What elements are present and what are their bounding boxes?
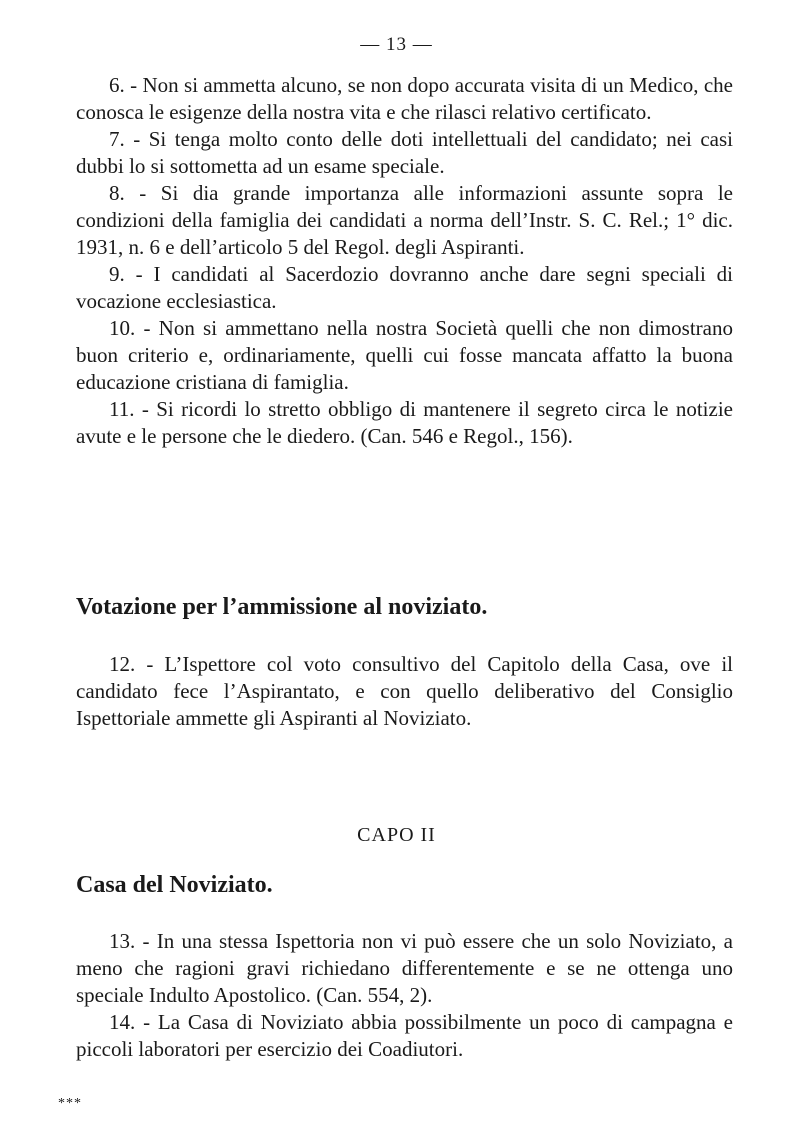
paragraph-10: 10. - Non si ammettano nella nostra Società quelli che non dimostrano buon criterio e, ordinariamente, quelli cui fosse mancata affatto la buona educazione cristiana di famiglia. bbox=[76, 316, 733, 394]
section-heading-votazione: Votazione per l’ammissione al noviziato. bbox=[76, 594, 488, 620]
paragraph-7: 7. - Si tenga molto conto delle doti intellettuali del candidato; nei casi dubbi lo si sottometta ad un esame speciale. bbox=[76, 127, 733, 178]
rules-list-admission bbox=[76, 72, 733, 450]
paragraph-12: 12. - L’Ispettore col voto consultivo del Capitolo della Casa, ove il candidato fece l’Aspirantato, e con quello deliberativo del Consiglio Ispettoriale ammette gli Aspiranti al Noviziato. bbox=[76, 652, 733, 730]
rules-list-noviziato bbox=[76, 928, 733, 1063]
paragraph-13: 13. - In una stessa Ispettoria non vi può essere che un solo Noviziato, a meno che ragioni gravi richiedano differentemente e se ne ottenga uno speciale Indulto Apostolico. (Can. 554, 2). bbox=[76, 929, 733, 1007]
chapter-heading: Casa del Noviziato. bbox=[76, 872, 273, 898]
paragraph-9: 9. - I candidati al Sacerdozio dovranno anche dare segni speciali di vocazione ecclesiastica. bbox=[76, 262, 733, 313]
paragraph-8: 8. - Si dia grande importanza alle informazioni assunte sopra le condizioni della famiglia dei candidati a norma dell’Instr. S. C. Rel.; 1° dic. 1931, n. 6 e dell’articolo 5 del Regol. degli Aspiranti. bbox=[76, 181, 733, 259]
rules-list-votazione bbox=[76, 651, 733, 732]
paragraph-14: 14. - La Casa di Noviziato abbia possibilmente un poco di campagna e piccoli laboratori per esercizio dei Coadiutori. bbox=[76, 1010, 733, 1061]
page-number: — 13 — bbox=[360, 34, 433, 55]
signature-mark: *** bbox=[58, 1096, 82, 1111]
paragraph-11: 11. - Si ricordi lo stretto obbligo di mantenere il segreto circa le notizie avute e le persone che le diedero. (Can. 546 e Regol., 156). bbox=[76, 397, 733, 448]
paragraph-6: 6. - Non si ammetta alcuno, se non dopo accurata visita di un Medico, che conosca le esigenze della nostra vita e che rilasci relativo certificato. bbox=[76, 73, 733, 124]
chapter-label: CAPO II bbox=[357, 824, 436, 846]
